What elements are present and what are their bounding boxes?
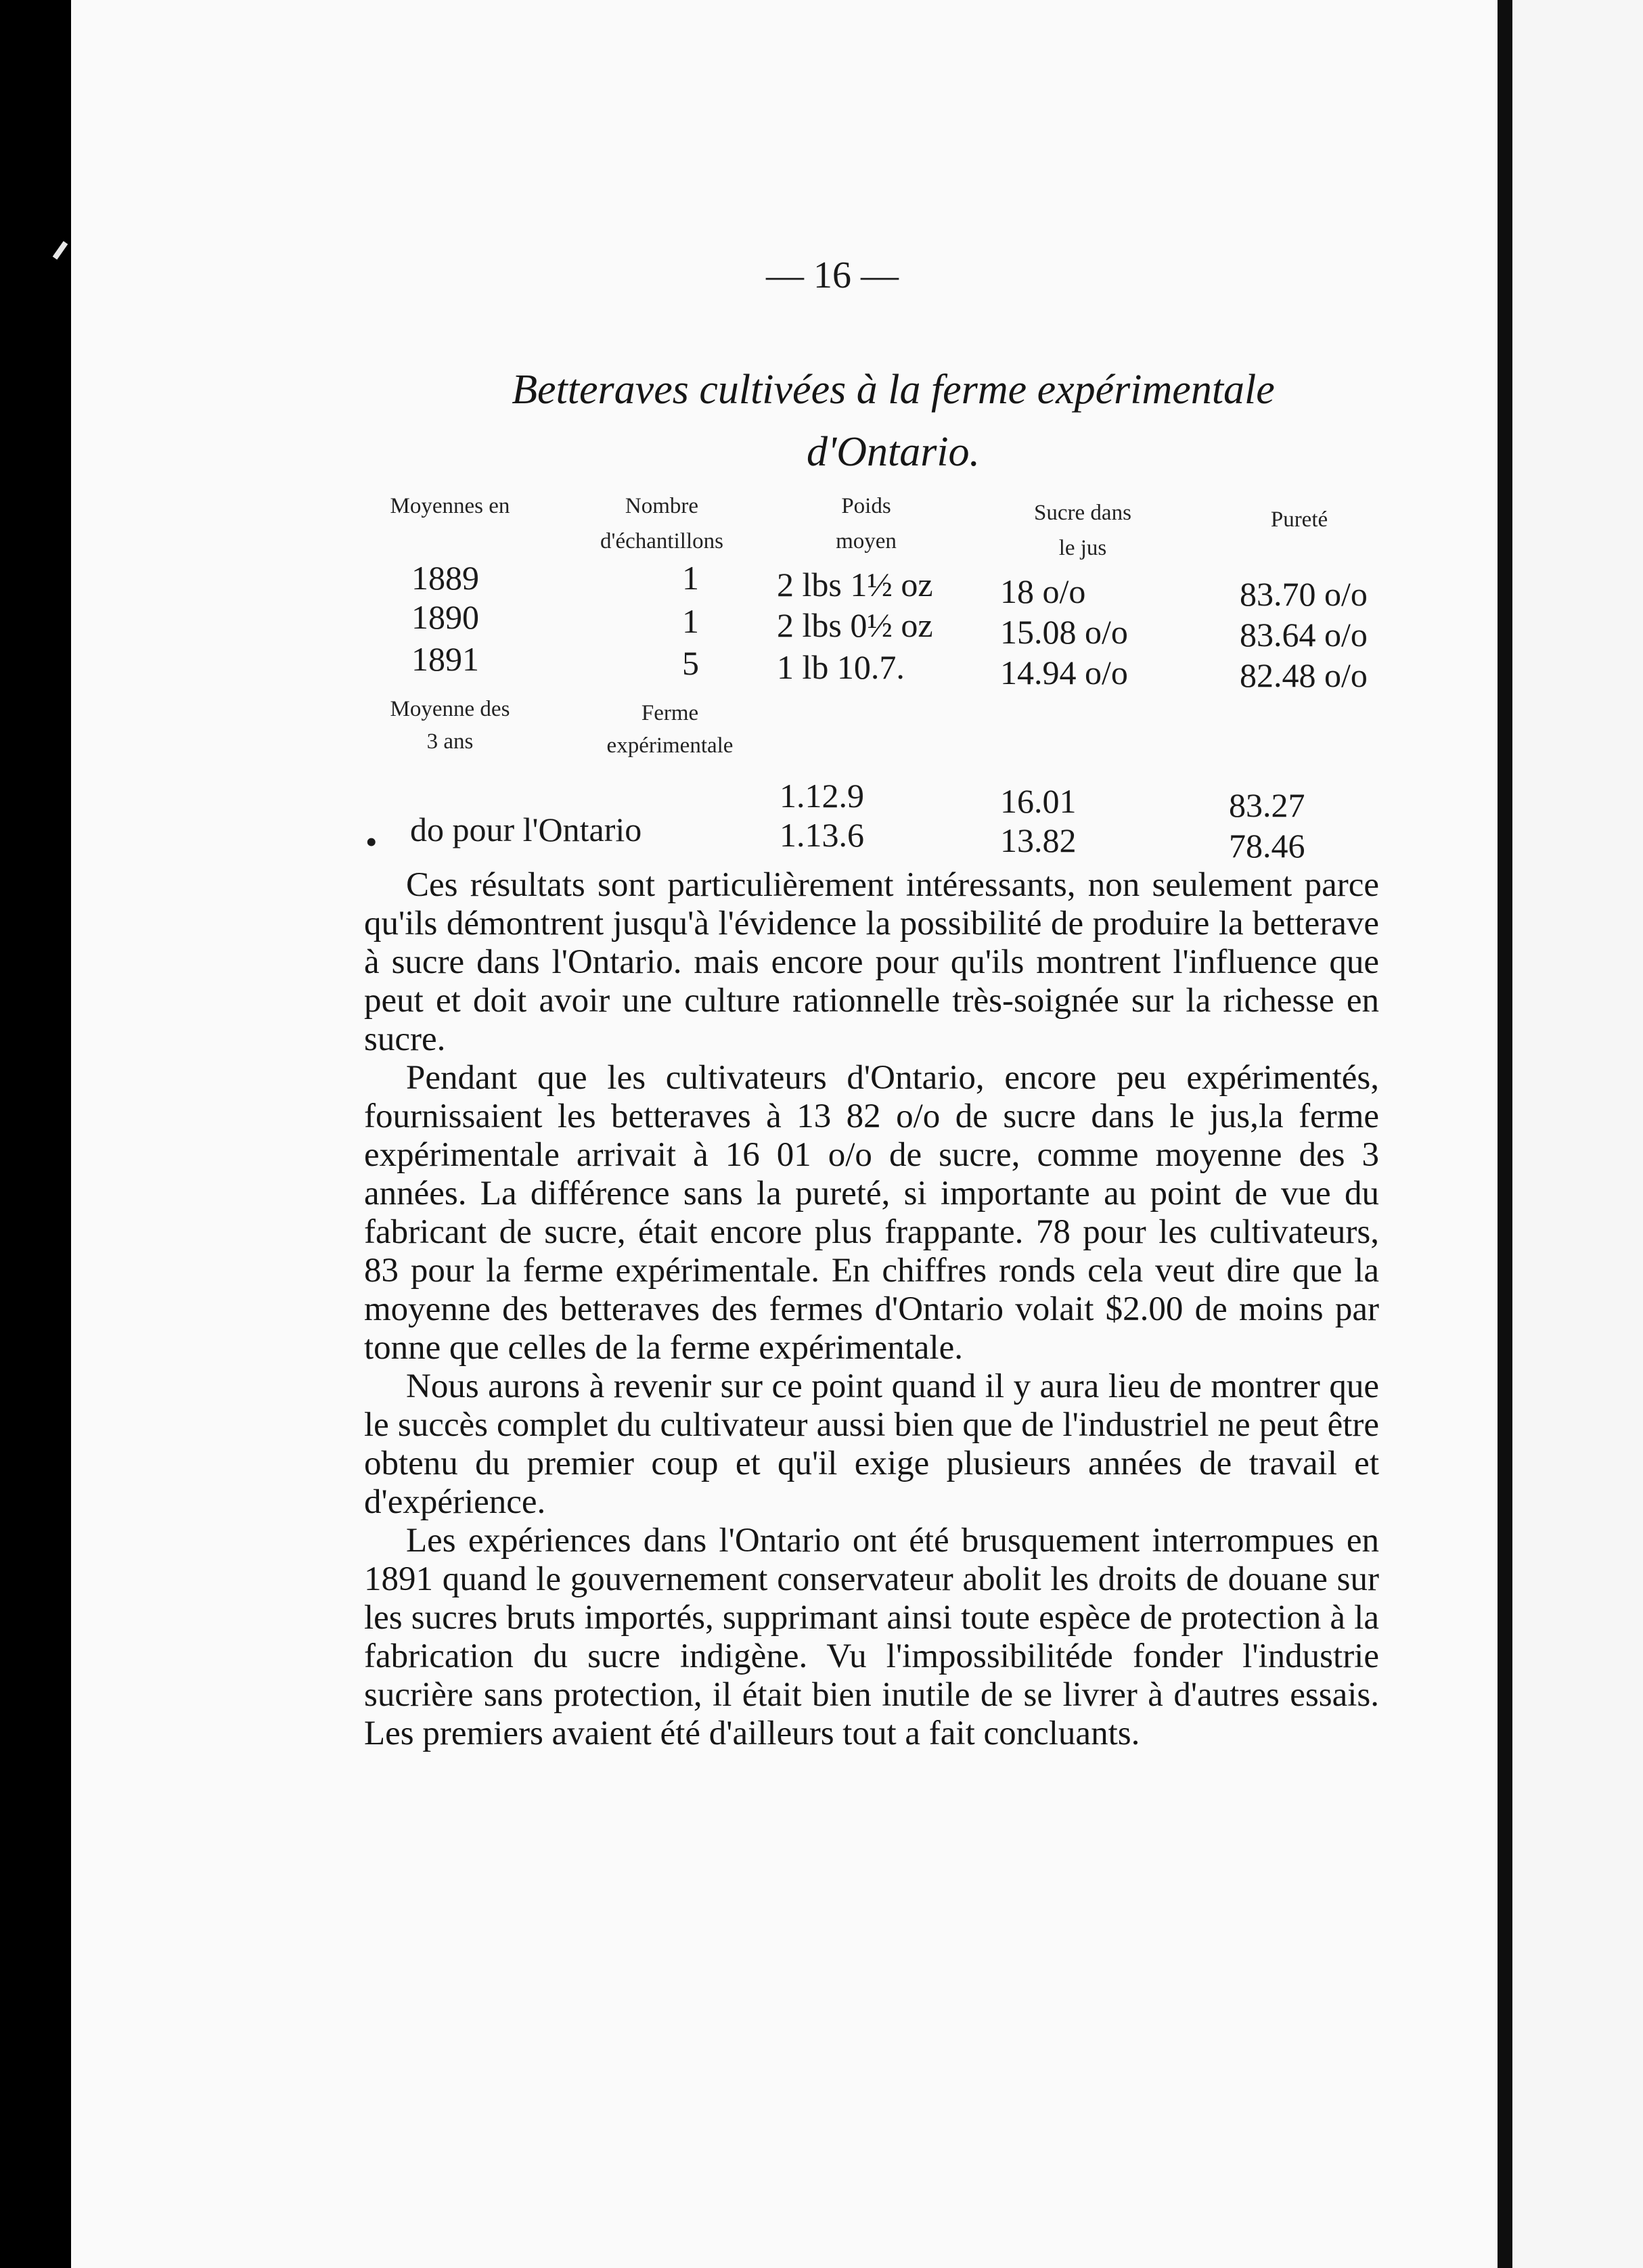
- row-1890-purity: 83.64 o/o: [1240, 616, 1368, 654]
- row-1889-purity: 83.70 o/o: [1240, 575, 1368, 613]
- scan-speck: [53, 241, 68, 260]
- paragraph: Pendant que les cultivateurs d'Ontario, encore peu expérimentés, fournissaient les betteraves à 13 82 o/o de sucre dans le jus,la ferme expérimentale arrivait à 16 01 o/o de sucre, comme moyenne des 3 années. La différence sans la pureté, si importante au point de vue du fabricant de sucre, était encore plus frappante. 78 pour les cultivateurs, 83 pour la ferme expérimentale. En chiffres ronds cela veut dire que la moyenne des betteraves des fermes d'Ontario volait $2.00 de moins par tonne que celles de la ferme expérimentale.: [364, 1059, 1379, 1367]
- row-1890-year: 1890: [411, 598, 479, 636]
- header-moyennes: Moyennes en: [390, 494, 510, 518]
- facing-page-edge: [1512, 0, 1643, 2268]
- row-1889-sugar: 18 o/o: [1000, 572, 1086, 610]
- ontario-row-label: do pour l'Ontario: [410, 811, 642, 848]
- row-1890-weight: 2 lbs 0½ oz: [777, 606, 933, 644]
- paragraph: Ces résultats sont particulièrement intéressants, non seulement parce qu'ils démontrent jusqu'à l'évidence la possibilité de produire la betterave à sucre dans l'Ontario. mais encore pour qu'ils montrent l'influence que peut et doit avoir une culture rationnelle très-soignée sur la richesse en sucre.: [364, 866, 1379, 1058]
- body-text: [364, 866, 1379, 1753]
- farm-label: Ferme expérimentale: [606, 701, 734, 758]
- page-gutter: [1498, 0, 1512, 2268]
- row-1891-weight: 1 lb 10.7.: [777, 648, 905, 686]
- title-line-1: Betteraves cultivées à la ferme expérimentale: [512, 367, 1275, 413]
- header-nombre: Nombre d'échantillons: [600, 494, 723, 553]
- row-1889-weight: 2 lbs 1½ oz: [777, 566, 933, 604]
- page-number: — 16 —: [766, 254, 899, 296]
- ontario-row-purity: 78.46: [1229, 827, 1305, 865]
- header-poids: Poids moyen: [836, 494, 897, 553]
- farm-row-sugar: 16.01: [1000, 782, 1077, 820]
- farm-row-weight: 1.12.9: [780, 777, 864, 815]
- row-1891-purity: 82.48 o/o: [1240, 656, 1368, 694]
- ontario-row-sugar: 13.82: [1000, 821, 1077, 859]
- average-label: Moyenne des 3 ans: [390, 697, 510, 754]
- row-1889-year: 1889: [411, 559, 479, 597]
- row-1890-samples: 1: [682, 602, 699, 640]
- ontario-row-weight: 1.13.6: [780, 816, 864, 854]
- title-line-2: d'Ontario.: [806, 429, 981, 475]
- row-1891-sugar: 14.94 o/o: [1000, 654, 1128, 691]
- bullet-mark: •: [365, 823, 378, 861]
- row-1889-samples: 1: [682, 559, 699, 597]
- header-purete: Pureté: [1270, 507, 1328, 532]
- page-title: [406, 359, 1380, 483]
- header-sucre: Sucre dans le jus: [1034, 501, 1131, 560]
- row-1891-year: 1891: [411, 640, 479, 678]
- paragraph: Nous aurons à revenir sur ce point quand il y aura lieu de montrer que le succès complet du cultivateur aussi bien que de l'industriel ne peut être obtenu du premier coup et qu'il exige plusieurs années de travail et d'expérience.: [364, 1367, 1379, 1521]
- row-1891-samples: 5: [682, 644, 699, 682]
- row-1890-sugar: 15.08 o/o: [1000, 613, 1128, 651]
- farm-row-purity: 83.27: [1229, 786, 1305, 824]
- paragraph: Les expériences dans l'Ontario ont été brusquement interrompues en 1891 quand le gouvernement conservateur abolit les droits de douane sur les sucres bruts importés, supprimant ainsi toute espèce de protection à la fabrication du sucre indigène. Vu l'impossibilitéde fonder l'industrie sucrière sans protection, il était bien inutile de se livrer à d'autres essais. Les premiers avaient été d'ailleurs tout a fait concluants.: [364, 1522, 1379, 1752]
